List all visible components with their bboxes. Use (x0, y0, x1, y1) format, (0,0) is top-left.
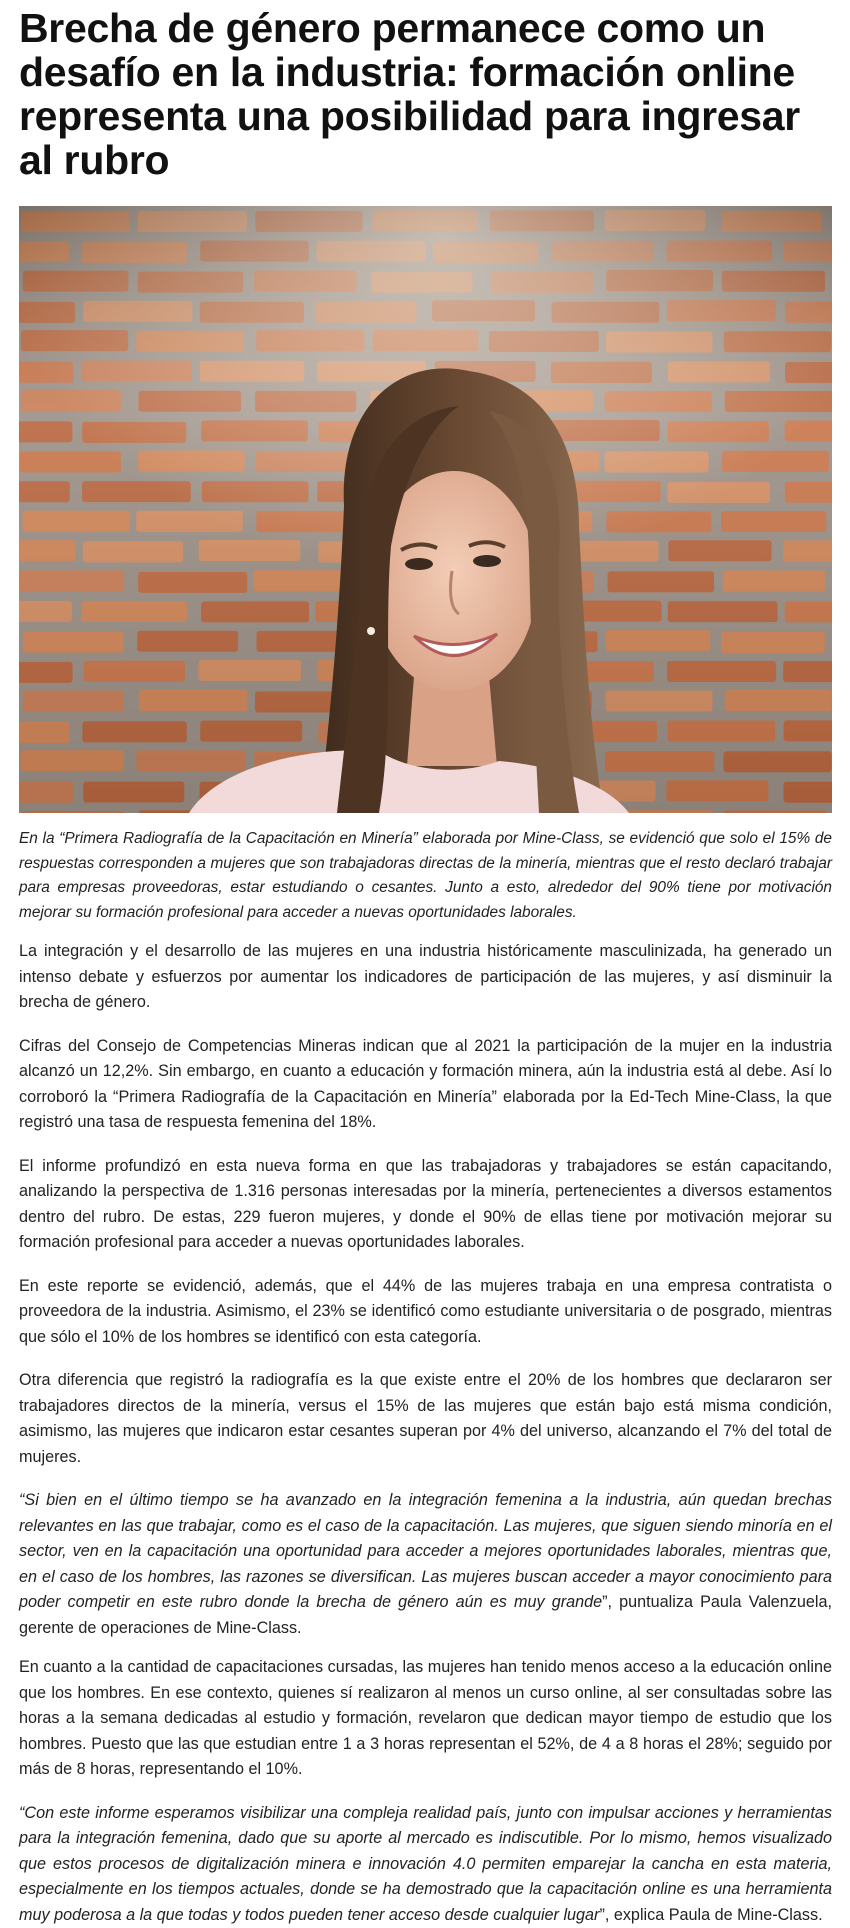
paragraph-3: El informe profundizó en esta nueva forma en que las trabajadoras y trabajadores se están capacitando, analizando la perspectiva de 1.316 personas interesadas por la minería, pertenecientes a diversos estamentos dentro del rubro. De estas, 229 fueron mujeres, y donde el 90% de ellas tiene por motivación mejorar su formación profesional para acceder a nuevas oportunidades laborales. (19, 1154, 832, 1256)
paragraph-2: Cifras del Consejo de Competencias Mineras indican que al 2021 la participación de la mujer en la industria alcanzó un 12,2%. Sin embargo, en cuanto a educación y formación minera, aún la industria está al debe. Así lo corroboró la “Primera Radiografía de la Capacitación en Minería” elaborada por la Ed-Tech Mine-Class, la que registró una tasa de respuesta femenina del 18%. (19, 1034, 832, 1136)
quote-paragraph-2 (19, 1801, 832, 1928)
quote-attribution-1: ”, puntualiza Paula Valenzuela, gerente de operaciones de Mine-Class. (19, 1593, 832, 1637)
quote-paragraph-1 (19, 1488, 832, 1641)
paragraph-1: La integración y el desarrollo de las mujeres en una industria históricamente masculinizada, ha generado un intenso debate y esfuerzos por aumentar los indicadores de participación de las mujeres, y así disminuir la brecha de género. (19, 939, 832, 1016)
portrait-photo (19, 206, 832, 813)
paragraph-hours: En cuanto a la cantidad de capacitaciones cursadas, las mujeres han tenido menos acceso a la educación online que los hombres. En ese contexto, quienes sí realizaron al menos un curso online, al ser consultadas sobre las horas a la semana dedicadas al estudio y formación, revelaron que dedican mayor tiempo de estudio que los hombres. Puesto que las que estudian entre 1 a 3 horas representan el 52%, de 4 a 8 horas el 28%; seguido por más de 8 horas, representando el 10%. (19, 1655, 832, 1783)
quote-attribution-2: ”, explica Paula de Mine-Class. (599, 1906, 822, 1924)
photo-caption: En la “Primera Radiografía de la Capacitación en Minería” elaborada por Mine-Class, se evidenció que solo el 15% de respuestas corresponden a mujeres que son trabajadoras directas de la minería, mientras que el resto declaró trabajar para empresas proveedoras, estar estudiando o cesantes. Junto a esto, alrededor del 90% tiene por motivación mejorar su formación profesional para acceder a nuevas oportunidades laborales. (19, 827, 832, 925)
paragraph-4: En este reporte se evidenció, además, que el 44% de las mujeres trabaja en una empresa contratista o proveedora de la industria. Asimismo, el 23% se identificó como estudiante universitaria o de posgrado, mientras que sólo el 10% de los hombres se identificó con esta categoría. (19, 1274, 832, 1351)
paragraph-5: Otra diferencia que registró la radiografía es la que existe entre el 20% de los hombres que declararon ser trabajadores directos de la minería, versus el 15% de las mujeres que están bajo está misma condición, asimismo, las mujeres que indicaron estar cesantes superan por 4% del universo, alcanzando el 7% del total de mujeres. (19, 1368, 832, 1470)
article-photo (19, 206, 832, 813)
quote-text-1: “Si bien en el último tiempo se ha avanzado en la integración femenina a la industria, aún quedan brechas relevantes en las que trabajar, como es el caso de la capacitación. Las mujeres, que siguen siendo minoría en el sector, ven en la capacitación una oportunidad para acceder a mejores oportunidades laborales, mientras que, en el caso de los hombres, las razones se diversifican. Las mujeres buscan acceder a mayor conocimiento para poder competir en este rubro donde la brecha de género aún es muy grande (19, 1491, 832, 1611)
quote-text-2: “Con este informe esperamos visibilizar una compleja realidad país, junto con impulsar acciones y herramientas para la integración femenina, dado que su aporte al mercado es indiscutible. Por lo mismo, hemos visualizado que estos procesos de digitalización minera e innovación 4.0 permiten emparejar la cancha en esta materia, especialmente en los tiempos actuales, donde se ha demostrado que la capacitación online es una herramienta muy poderosa a la que todas y todos pueden tener acceso desde cualquier lugar (19, 1804, 832, 1924)
article-title: Brecha de género permanece como un desafío en la industria: formación online representa una posibilidad para ingresar al rubro (19, 6, 832, 182)
